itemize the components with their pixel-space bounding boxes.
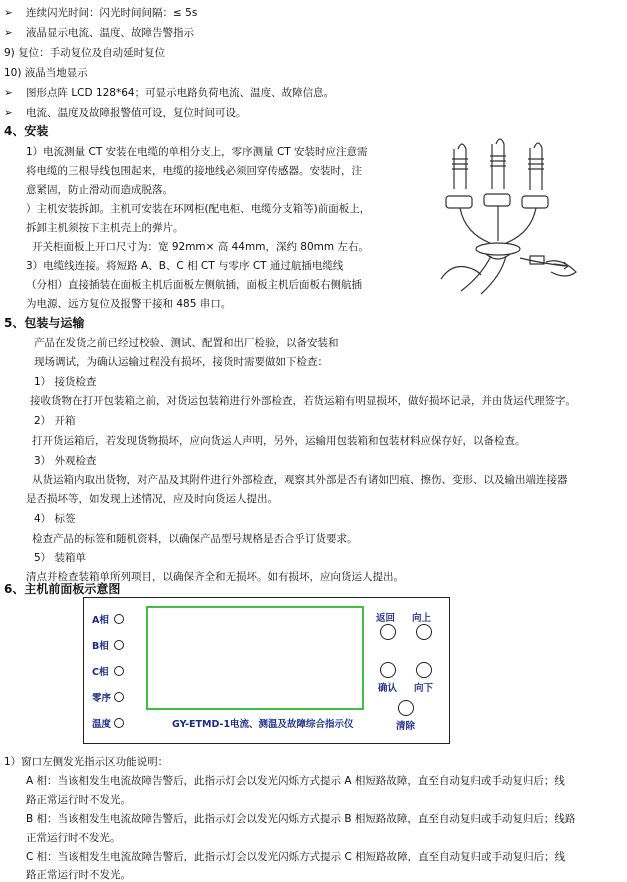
indicator-phase-a-icon bbox=[114, 614, 124, 624]
section-heading-install: 4、安装 bbox=[4, 124, 49, 138]
packing-intro-1: 产品在发货之前已经过校验、测试、配置和出厂检验，以备安装和 bbox=[34, 337, 339, 349]
install-line-8: （分相）直接插装在面板主机后面板左侧航插，面板主机后面板右侧航插 bbox=[26, 279, 362, 291]
down-button[interactable] bbox=[416, 662, 432, 678]
indicator-phase-c-icon bbox=[114, 666, 124, 676]
check-heading-appearance: 3） 外观检查 bbox=[34, 455, 97, 467]
indicator-phase-b-icon bbox=[114, 640, 124, 650]
note-phase-b-1: B 相：当该相发生电流故障告警后，此指示灯会以发光闪烁方式提示 B 相短路故障，直至自动复归或手动复归后；线路 bbox=[26, 813, 576, 825]
arrow-bullet-icon: ➢ bbox=[4, 87, 13, 99]
check-text-label: 检查产品的标签和随机资料，以确保产品型号规格是否合乎订货要求。 bbox=[32, 533, 358, 545]
install-line-3: 意紧固，防止滑动而造成脱落。 bbox=[26, 184, 173, 196]
arrow-bullet-icon: ➢ bbox=[4, 7, 13, 19]
label-phase-b: B相 bbox=[92, 641, 109, 652]
line-text: 图形点阵 LCD 128*64；可显示电路负荷电流、温度、故障信息。 bbox=[26, 87, 335, 99]
line-text: 连续闪光时间：闪光时间间隔：≤ 5s bbox=[26, 7, 198, 19]
arrow-bullet-icon: ➢ bbox=[4, 27, 13, 39]
install-line-5: 拆卸主机须按下主机壳上的弹片。 bbox=[26, 222, 184, 234]
ct-installation-illustration bbox=[436, 134, 586, 299]
item-reset: 9) 复位：手动复位及自动延时复位 bbox=[4, 47, 166, 59]
clear-button[interactable] bbox=[398, 700, 414, 716]
check-heading-label: 4） 标签 bbox=[34, 513, 76, 525]
bullet-lcd-indication bbox=[4, 26, 194, 40]
label-zero-sequence: 零序 bbox=[92, 693, 112, 704]
install-line-4: ）主机安装拆卸。主机可安装在环网柜(配电柜、电缆分支箱等)前面板上， bbox=[26, 203, 371, 215]
check-text-packing-list: 清点并检查装箱单所列项目，以确保齐全和无损坏。如有损坏，应向货运人提出。 bbox=[26, 571, 404, 583]
line-text: 液晶显示电流、温度、故障告警指示 bbox=[26, 27, 194, 39]
item-local-display: 10) 液晶当地显示 bbox=[4, 67, 88, 79]
label-down: 向下 bbox=[414, 683, 434, 694]
label-phase-c: C相 bbox=[92, 667, 109, 678]
device-model-label: GY-ETMD-1电流、测温及故障综合指示仪 bbox=[172, 719, 354, 730]
label-clear: 清除 bbox=[396, 721, 416, 732]
up-button[interactable] bbox=[416, 624, 432, 640]
return-button[interactable] bbox=[380, 624, 396, 640]
label-temperature: 温度 bbox=[92, 719, 112, 730]
check-heading-unpack: 2） 开箱 bbox=[34, 415, 76, 427]
confirm-button[interactable] bbox=[380, 662, 396, 678]
section-heading-front-panel: 6、主机前面板示意图 bbox=[4, 582, 121, 596]
front-panel-diagram bbox=[83, 597, 450, 744]
note-phase-b-2: 正常运行时不发光。 bbox=[26, 832, 121, 844]
check-text-appearance-2: 是否损坏等，如发现上述情况，应及时向货运人提出。 bbox=[26, 493, 278, 505]
check-text-unpack: 打开货运箱后，若发现货物损坏，应向货运人声明，另外，运输用包装箱和包装材料应保存好，以备检查。 bbox=[32, 435, 526, 447]
indicator-zero-icon bbox=[114, 692, 124, 702]
label-confirm: 确认 bbox=[378, 683, 398, 694]
install-line-9: 为电源、远方复位及报警干接和 485 串口。 bbox=[26, 298, 232, 310]
check-heading-receive: 1） 接货检查 bbox=[34, 376, 97, 388]
note-phase-a-2: 路正常运行时不发光。 bbox=[26, 794, 131, 806]
note-phase-c-1: C 相：当该相发生电流故障告警后，此指示灯会以发光闪烁方式提示 C 相短路故障，直至自动复归或手动复归后；线 bbox=[26, 851, 566, 863]
install-line-2: 将电缆的三根导线包围起来，电缆的接地线必须回穿传感器。安装时，注 bbox=[26, 165, 362, 177]
install-line-1: 1）电流测量 CT 安装在电缆的单相分支上，零序测量 CT 安装时应注意需 bbox=[26, 146, 368, 158]
label-up: 向上 bbox=[412, 613, 432, 624]
install-line-7: 3）电缆线连接。将短路 A、B、C 相 CT 与零序 CT 通过航插电缆线 bbox=[26, 260, 344, 272]
label-phase-a: A相 bbox=[92, 615, 109, 626]
label-return: 返回 bbox=[376, 613, 396, 624]
bullet-flash-time bbox=[4, 6, 197, 20]
note-phase-c-2: 路正常运行时不发光。 bbox=[26, 869, 131, 881]
bullet-settable bbox=[4, 106, 247, 120]
section-heading-packing: 5、包装与运输 bbox=[4, 316, 85, 330]
bullet-lcd-spec bbox=[4, 86, 334, 100]
note-phase-a-1: A 相：当该相发生电流故障告警后，此指示灯会以发光闪烁方式提示 A 相短路故障，直至自动复归或手动复归后；线 bbox=[26, 775, 565, 787]
arrow-bullet-icon: ➢ bbox=[4, 107, 13, 119]
check-text-receive: 接收货物在打开包装箱之前，对货运包装箱进行外部检查，若货运箱有明显损坏，做好损坏记录，并由货运代理签字。 bbox=[30, 395, 576, 407]
check-heading-packing-list: 5） 装箱单 bbox=[34, 552, 87, 564]
lcd-screen bbox=[146, 606, 364, 710]
packing-intro-2: 现场调试，为确认运输过程没有损坏，接货时需要做如下检查： bbox=[34, 356, 328, 368]
note-heading: 1）窗口左侧发光指示区功能说明： bbox=[4, 756, 169, 768]
install-line-6: 开关柜面板上开口尺寸为：宽 92mm× 高 44mm，深约 80mm 左右。 bbox=[32, 241, 369, 253]
indicator-temperature-icon bbox=[114, 718, 124, 728]
check-text-appearance-1: 从货运箱内取出货物，对产品及其附件进行外部检查，观察其外部是否有诸如凹痕、擦伤、变形、以及输出端连接器 bbox=[32, 474, 568, 486]
line-text: 电流、温度及故障报警值可设，复位时间可设。 bbox=[26, 107, 247, 119]
